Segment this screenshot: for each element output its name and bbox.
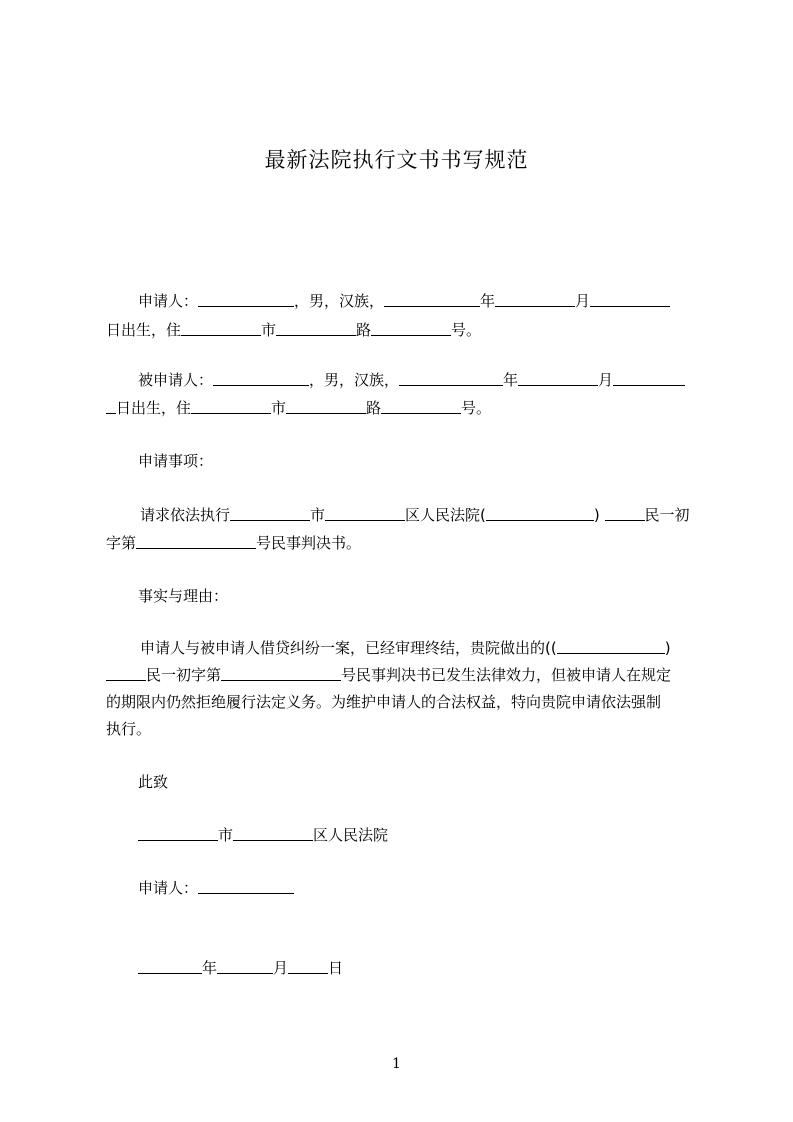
facts-heading: 事实与理由： xyxy=(138,587,229,605)
request-court-blank xyxy=(325,505,405,521)
applicant-info: ，男，汉族， xyxy=(294,292,385,310)
respondent-road-blank xyxy=(286,398,366,414)
respondent-year-label: 年 xyxy=(503,371,519,389)
request-heading: 申请事项： xyxy=(138,452,214,470)
respondent-birth-day-blank xyxy=(613,370,685,386)
request-case-year-blank xyxy=(486,505,594,521)
request-court-label: 区人民法院( xyxy=(405,506,486,524)
court-address-line xyxy=(138,825,388,845)
date-day-label: 日 xyxy=(328,959,344,977)
date-day-blank xyxy=(288,958,328,974)
applicant-month-label: 月 xyxy=(575,292,591,310)
request-judgment: 号民事判决书。 xyxy=(256,534,362,552)
date-year-blank xyxy=(138,958,202,974)
respondent-number-blank xyxy=(381,398,461,414)
respondent-number-label: 号。 xyxy=(461,399,492,417)
court-city-blank xyxy=(138,825,218,841)
request-case-number-blank xyxy=(136,533,256,549)
applicant-road-blank xyxy=(276,320,356,336)
signature-line xyxy=(138,878,294,898)
closing-applicant-label: 申请人： xyxy=(138,879,199,897)
applicant-line-1 xyxy=(138,291,670,311)
facts-line-3: 的期限内仍然拒绝履行法定义务。为维护申请人的合法权益，特向贵院申请依法强制 xyxy=(106,693,662,711)
applicant-city-blank xyxy=(181,320,261,336)
respondent-birth-year-blank xyxy=(399,370,503,386)
respondent-info: ，男，汉族， xyxy=(309,371,400,389)
facts-line-4: 执行。 xyxy=(106,720,152,738)
applicant-born-label: 日出生，住 xyxy=(106,321,182,339)
request-line-2 xyxy=(106,533,361,553)
date-year-label: 年 xyxy=(202,959,218,977)
respondent-month-label: 月 xyxy=(598,371,614,389)
court-name-label: 区人民法院 xyxy=(313,826,389,844)
applicant-road-label: 路 xyxy=(356,321,372,339)
request-close-paren: ) xyxy=(593,506,600,524)
respondent-city-label: 市 xyxy=(271,399,287,417)
facts-case-type: 民一初字第 xyxy=(146,666,222,684)
facts-close-paren: ) xyxy=(664,639,671,657)
request-city-label: 市 xyxy=(310,506,326,524)
facts-case-prefix-blank xyxy=(106,665,146,681)
respondent-line-1 xyxy=(138,370,685,390)
document-title: 最新法院执行文书书写规范 xyxy=(264,148,529,172)
applicant-birth-day-blank xyxy=(590,291,670,307)
request-case-type: 民一初 xyxy=(644,506,690,524)
applicant-number-label: 号。 xyxy=(451,321,482,339)
respondent-line-2 xyxy=(106,398,491,418)
respondent-road-label: 路 xyxy=(366,399,382,417)
date-month-blank xyxy=(217,958,273,974)
applicant-birth-month-blank xyxy=(495,291,575,307)
respondent-name-blank xyxy=(213,370,309,386)
salutation: 此致 xyxy=(138,773,169,791)
facts-line-1-text: 申请人与被申请人借贷纠纷一案，已经审理终结，贵院做出的(( xyxy=(140,639,557,657)
respondent-day-blank xyxy=(106,398,116,414)
applicant-name-blank xyxy=(198,291,294,307)
request-line-1 xyxy=(140,505,690,525)
respondent-label: 被申请人： xyxy=(138,371,214,389)
request-zi-di: 字第 xyxy=(106,534,137,552)
facts-case-year-blank xyxy=(557,638,665,654)
request-case-prefix-blank xyxy=(605,505,645,521)
date-month-label: 月 xyxy=(273,959,289,977)
page-number: 1 xyxy=(392,1056,401,1072)
facts-line-1 xyxy=(140,638,671,658)
respondent-born-label: 日出生，住 xyxy=(116,399,192,417)
respondent-city-blank xyxy=(191,398,271,414)
applicant-city-label: 市 xyxy=(261,321,277,339)
applicant-birth-year-blank xyxy=(384,291,480,307)
respondent-birth-month-blank xyxy=(518,370,598,386)
applicant-year-label: 年 xyxy=(480,292,496,310)
facts-line-2 xyxy=(106,665,671,685)
court-district-blank xyxy=(233,825,313,841)
signature-blank xyxy=(198,878,294,894)
request-city-blank xyxy=(230,505,310,521)
date-line xyxy=(138,958,343,978)
court-city-label: 市 xyxy=(218,826,234,844)
facts-line-2-text: 号民事判决书已发生法律效力，但被申请人在规定 xyxy=(341,666,672,684)
applicant-line-2 xyxy=(106,320,481,340)
applicant-number-blank xyxy=(371,320,451,336)
applicant-label: 申请人： xyxy=(138,292,199,310)
request-start: 请求依法执行 xyxy=(140,506,231,524)
facts-case-number-blank xyxy=(221,665,341,681)
